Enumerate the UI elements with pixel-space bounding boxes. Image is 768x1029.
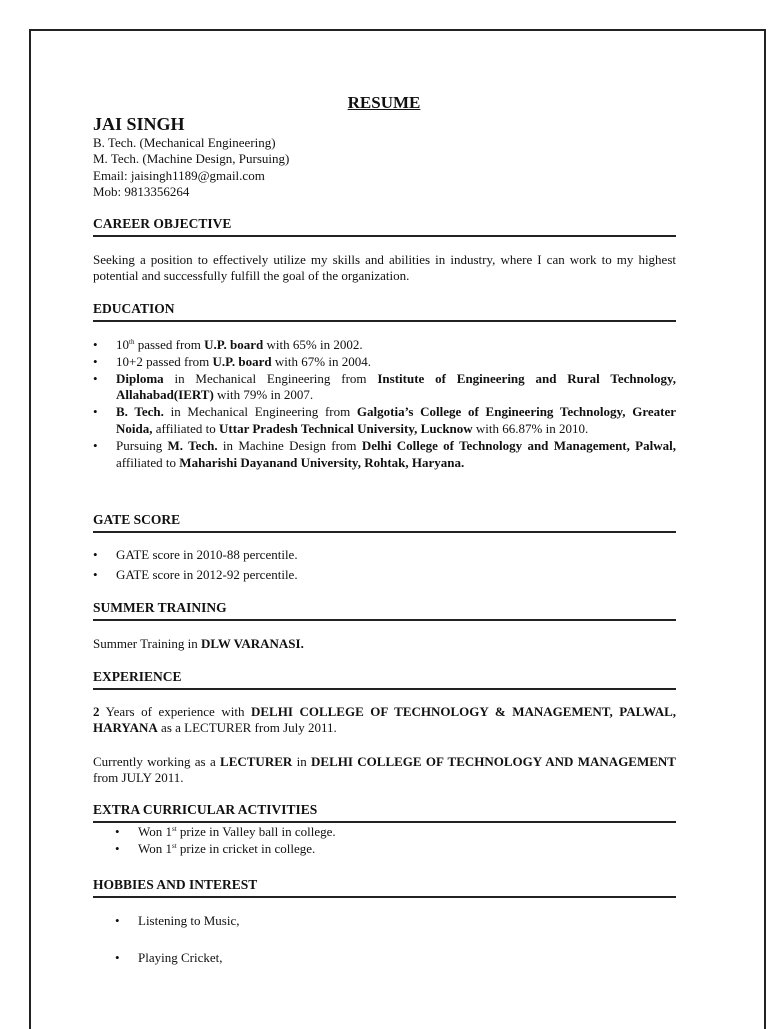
summer-training-heading: SUMMER TRAINING: [93, 600, 676, 621]
education-item: • Diploma in Mechanical Engineering from Institute of Engineering and Rural Technology, Allahabad(IERT) with 79% in 2007.: [93, 371, 676, 405]
contact-block: [93, 135, 289, 201]
summer-training-text: Summer Training in DLW VARANASI.: [93, 636, 304, 651]
extra-curricular-item: • Won 1st prize in Valley ball in college.: [93, 824, 676, 841]
education-heading: EDUCATION: [93, 301, 676, 322]
education-list: [93, 337, 676, 471]
education-item: • Pursuing M. Tech. in Machine Design from Delhi College of Technology and Management, Palwal, affiliated to Maharishi Dayanand University, Rohtak, Haryana.: [93, 438, 676, 472]
extra-curricular-heading: EXTRA CURRICULAR ACTIVITIES: [93, 802, 676, 823]
gate-score-item: • GATE score in 2012-92 percentile.: [93, 567, 676, 584]
education-item: • 10+2 passed from U.P. board with 67% in 2004.: [93, 354, 676, 371]
gate-score-heading: GATE SCORE: [93, 512, 676, 533]
experience-heading: EXPERIENCE: [93, 669, 676, 690]
career-objective-text: Seeking a position to effectively utilize my skills and abilities in industry, where I can work to my highest potential and successfully fulfill the goal of the organization.: [93, 252, 676, 284]
extra-curricular-item: • Won 1st prize in cricket in college.: [93, 841, 676, 858]
candidate-name: JAI SINGH: [93, 114, 185, 134]
hobbies-list: [93, 913, 676, 987]
hobby-item: • Playing Cricket,: [93, 950, 676, 967]
degree-btech: B. Tech. (Mechanical Engineering): [93, 135, 276, 150]
gate-score-item: • GATE score in 2010-88 percentile.: [93, 547, 676, 564]
education-item: • B. Tech. in Mechanical Engineering from Galgotia’s College of Engineering Technology, Greater Noida, affiliated to Uttar Pradesh Technical University, Lucknow with 66.87% in 2010.: [93, 404, 676, 438]
career-objective-heading: CAREER OBJECTIVE: [93, 216, 676, 237]
hobbies-heading: HOBBIES AND INTEREST: [93, 877, 676, 898]
extra-curricular-list: [93, 824, 676, 858]
mobile-line: Mob: 9813356264: [93, 184, 190, 200]
gate-score-list: [93, 547, 676, 588]
experience-paragraph-2: Currently working as a LECTURER in DELHI COLLEGE OF TECHNOLOGY AND MANAGEMENT from JULY 2011.: [93, 754, 676, 786]
email-line: Email: jaisingh1189@gmail.com: [93, 167, 265, 183]
degree-mtech: M. Tech. (Machine Design, Pursuing): [93, 151, 290, 167]
resume-title: RESUME: [347, 93, 421, 112]
education-item: • 10th passed from U.P. board with 65% in 2002.: [93, 337, 676, 354]
experience-paragraph-1: 2 Years of experience with DELHI COLLEGE OF TECHNOLOGY & MANAGEMENT, PALWAL, HARYANA as a LECTURER from July 2011.: [93, 704, 676, 736]
hobby-item: • Listening to Music,: [93, 913, 676, 930]
